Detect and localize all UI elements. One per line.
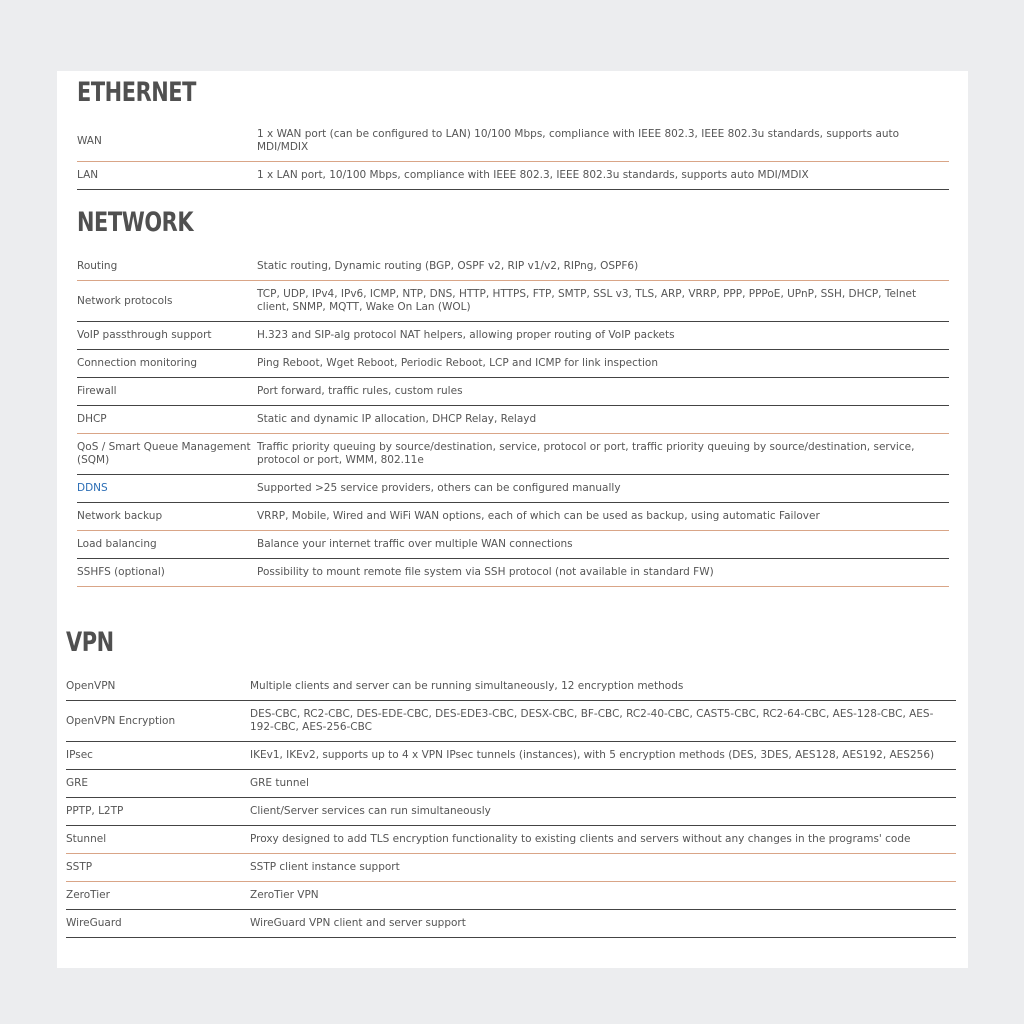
spec-key: Firewall bbox=[77, 385, 117, 397]
spec-key: LAN bbox=[77, 169, 99, 181]
spec-key: Network backup bbox=[77, 510, 163, 522]
spec-value: IKEv1, IKEv2, supports up to 4 x VPN IPsec tunnels (instances), with 5 encryption methods (DES, 3DES, AES128, AES192, AES256) bbox=[250, 749, 935, 761]
spec-key: Routing bbox=[77, 260, 118, 272]
spec-row bbox=[66, 882, 956, 910]
spec-value: Multiple clients and server can be running simultaneously, 12 encryption methods bbox=[250, 680, 684, 692]
spec-table-ethernet bbox=[77, 121, 949, 190]
spec-row bbox=[66, 770, 956, 798]
spec-key: QoS / Smart Queue Management (SQM) bbox=[77, 441, 251, 466]
spec-value: Traffic priority queuing by source/destination, service, protocol or port, traffic priority queuing by source/destination, service, protocol or port, WMM, 802.11e bbox=[257, 441, 915, 466]
spec-key: OpenVPN Encryption bbox=[66, 714, 176, 727]
spec-row bbox=[77, 503, 949, 531]
section-ethernet bbox=[77, 71, 949, 190]
spec-row bbox=[77, 350, 949, 378]
spec-row bbox=[77, 559, 949, 587]
spec-key: Stunnel bbox=[66, 833, 107, 845]
spec-row bbox=[66, 910, 956, 938]
spec-row bbox=[77, 281, 949, 322]
section-title-network: NETWORK bbox=[77, 207, 194, 238]
spec-row bbox=[77, 531, 949, 559]
spec-value: Client/Server services can run simultaneously bbox=[250, 805, 491, 817]
section-network bbox=[77, 201, 949, 587]
spec-key: SSTP bbox=[66, 861, 93, 873]
spec-table-network bbox=[77, 253, 949, 587]
spec-key: DHCP bbox=[77, 413, 107, 425]
spec-row bbox=[66, 854, 956, 882]
spec-key: PPTP, L2TP bbox=[66, 805, 124, 817]
spec-key: WAN bbox=[77, 134, 102, 147]
ddns-link[interactable]: DDNS bbox=[77, 482, 108, 494]
spec-value: DES-CBC, RC2-CBC, DES-EDE-CBC, DES-EDE3-CBC, DESX-CBC, BF-CBC, RC2-40-CBC, CAST5-CBC, RC2-64-CBC, AES-128-CBC, AES-192-CBC, AES-256-CBC bbox=[250, 708, 934, 733]
spec-value: Static and dynamic IP allocation, DHCP Relay, Relayd bbox=[257, 413, 537, 425]
spec-key: VoIP passthrough support bbox=[77, 329, 212, 341]
spec-key: OpenVPN bbox=[66, 680, 116, 692]
spec-value: 1 x LAN port, 10/100 Mbps, compliance with IEEE 802.3, IEEE 802.3u standards, supports auto MDI/MDIX bbox=[257, 169, 809, 181]
spec-row bbox=[77, 434, 949, 475]
spec-row bbox=[77, 162, 949, 190]
spec-row bbox=[77, 253, 949, 281]
spec-value: H.323 and SIP-alg protocol NAT helpers, allowing proper routing of VoIP packets bbox=[257, 329, 675, 341]
spec-value: Static routing, Dynamic routing (BGP, OSPF v2, RIP v1/v2, RIPng, OSPF6) bbox=[257, 260, 639, 272]
spec-row bbox=[77, 121, 949, 162]
spec-value: 1 x WAN port (can be configured to LAN) 10/100 Mbps, compliance with IEEE 802.3, IEEE 802.3u standards, supports auto MDI/MDIX bbox=[257, 128, 900, 153]
spec-value: WireGuard VPN client and server support bbox=[250, 917, 466, 929]
spec-value: Proxy designed to add TLS encryption functionality to existing clients and servers without any changes in the programs' code bbox=[250, 833, 911, 845]
spec-value: TCP, UDP, IPv4, IPv6, ICMP, NTP, DNS, HTTP, HTTPS, FTP, SMTP, SSL v3, TLS, ARP, VRRP, PPP, PPPoE, UPnP, SSH, DHCP, Telnet client, SNMP, MQTT, Wake On Lan (WOL) bbox=[257, 288, 917, 313]
spec-key: WireGuard bbox=[66, 917, 122, 929]
spec-row bbox=[77, 475, 949, 503]
spec-row bbox=[66, 673, 956, 701]
spec-row bbox=[77, 406, 949, 434]
spec-key: SSHFS (optional) bbox=[77, 566, 165, 578]
spec-value: ZeroTier VPN bbox=[250, 889, 319, 901]
spec-row bbox=[77, 378, 949, 406]
spec-row bbox=[66, 701, 956, 742]
spec-value: Port forward, traffic rules, custom rules bbox=[257, 385, 463, 397]
spec-key: GRE bbox=[66, 777, 89, 789]
spec-row bbox=[66, 742, 956, 770]
spec-value: Possibility to mount remote file system via SSH protocol (not available in standard FW) bbox=[257, 566, 714, 578]
spec-key: Connection monitoring bbox=[77, 357, 198, 369]
spec-key: Network protocols bbox=[77, 294, 173, 307]
spec-value: Balance your internet traffic over multiple WAN connections bbox=[257, 538, 573, 550]
spec-table-vpn bbox=[66, 673, 956, 938]
section-title-vpn: VPN bbox=[66, 627, 114, 658]
spec-value: SSTP client instance support bbox=[250, 861, 400, 873]
spec-key: ZeroTier bbox=[66, 889, 110, 901]
spec-key: IPsec bbox=[66, 749, 93, 761]
spec-row bbox=[77, 322, 949, 350]
spec-value: VRRP, Mobile, Wired and WiFi WAN options, each of which can be used as backup, using automatic Failover bbox=[257, 510, 820, 522]
section-title-ethernet: ETHERNET bbox=[77, 77, 196, 108]
spec-sheet bbox=[57, 71, 968, 968]
section-vpn bbox=[66, 621, 956, 938]
spec-key: Load balancing bbox=[77, 538, 157, 550]
spec-value: Ping Reboot, Wget Reboot, Periodic Reboot, LCP and ICMP for link inspection bbox=[257, 357, 659, 369]
spec-value: GRE tunnel bbox=[250, 777, 309, 789]
spec-row bbox=[66, 826, 956, 854]
spec-value: Supported >25 service providers, others can be configured manually bbox=[257, 482, 621, 494]
spec-row bbox=[66, 798, 956, 826]
